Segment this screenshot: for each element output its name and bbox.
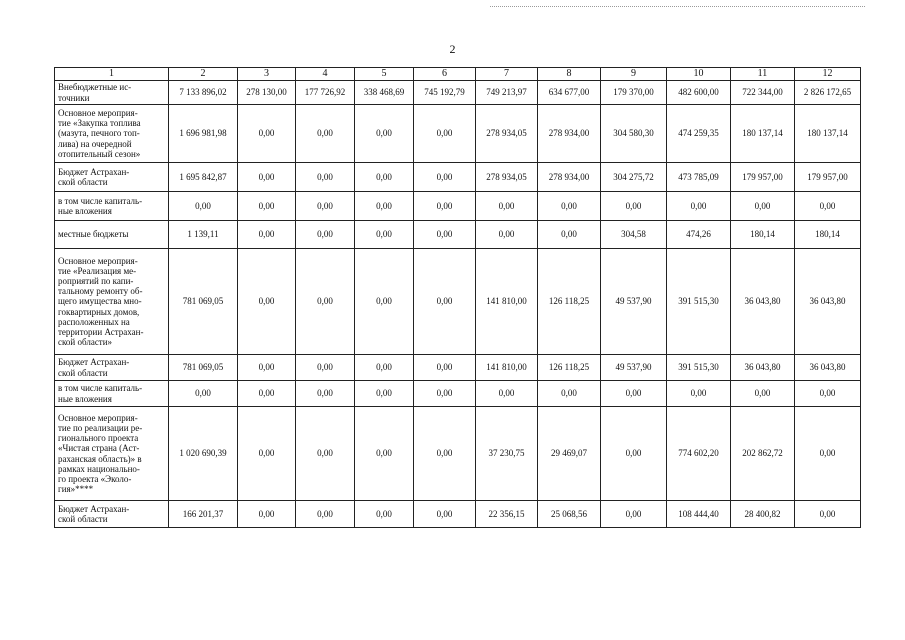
value-cell: 49 537,90	[601, 355, 667, 381]
value-cell: 0,00	[355, 381, 414, 407]
value-cell: 36 043,80	[795, 355, 861, 381]
value-cell: 0,00	[538, 221, 601, 249]
value-cell: 0,00	[414, 105, 476, 163]
value-cell: 0,00	[601, 381, 667, 407]
value-cell: 29 469,07	[538, 407, 601, 501]
table-row	[55, 355, 861, 381]
value-cell: 0,00	[538, 381, 601, 407]
value-cell: 0,00	[238, 355, 296, 381]
value-cell: 474 259,35	[667, 105, 731, 163]
value-cell: 0,00	[414, 163, 476, 192]
value-cell: 0,00	[414, 192, 476, 221]
value-cell: 141 810,00	[476, 355, 538, 381]
value-cell: 0,00	[238, 192, 296, 221]
value-cell: 278 934,00	[538, 163, 601, 192]
value-cell: 473 785,09	[667, 163, 731, 192]
row-label: Основное мероприя- тие по реализации ре- гионального проекта «Чистая страна (Аст- раханская область)» в рамках национально- го проекта «Эколо- гия»****	[58, 413, 143, 494]
value-cell: 126 118,25	[538, 355, 601, 381]
value-cell: 0,00	[601, 192, 667, 221]
column-header: 12	[795, 68, 861, 81]
value-cell: 0,00	[795, 407, 861, 501]
value-cell: 0,00	[296, 249, 355, 355]
value-cell: 108 444,40	[667, 501, 731, 528]
row-label: местные бюджеты	[58, 229, 129, 240]
table-row	[55, 192, 861, 221]
value-cell: 482 600,00	[667, 81, 731, 105]
value-cell: 141 810,00	[476, 249, 538, 355]
value-cell: 0,00	[355, 501, 414, 528]
row-label: Основное мероприя- тие «Закупка топлива (мазута, печного топ- лива) на очередной отопительный сезон»	[58, 108, 141, 159]
table-row	[55, 221, 861, 249]
value-cell: 0,00	[238, 381, 296, 407]
column-header: 8	[538, 68, 601, 81]
top-dotted-rule	[490, 6, 865, 7]
column-header: 2	[169, 68, 238, 81]
value-cell: 0,00	[296, 355, 355, 381]
value-cell: 278 934,05	[476, 163, 538, 192]
row-label-cell	[55, 105, 169, 163]
value-cell: 391 515,30	[667, 249, 731, 355]
value-cell: 179 957,00	[731, 163, 795, 192]
value-cell: 49 537,90	[601, 249, 667, 355]
value-cell: 0,00	[296, 192, 355, 221]
value-cell: 0,00	[414, 501, 476, 528]
table-row	[55, 407, 861, 501]
value-cell: 1 139,11	[169, 221, 238, 249]
row-label-cell	[55, 407, 169, 501]
value-cell: 0,00	[169, 192, 238, 221]
value-cell: 0,00	[296, 105, 355, 163]
value-cell: 28 400,82	[731, 501, 795, 528]
value-cell: 0,00	[731, 381, 795, 407]
page-number: 2	[449, 42, 456, 56]
row-label-cell	[55, 355, 169, 381]
value-cell: 179 957,00	[795, 163, 861, 192]
budget-table	[54, 67, 861, 528]
value-cell: 0,00	[476, 381, 538, 407]
value-cell: 0,00	[296, 163, 355, 192]
value-cell: 304,58	[601, 221, 667, 249]
value-cell: 180,14	[795, 221, 861, 249]
column-header: 5	[355, 68, 414, 81]
value-cell: 749 213,97	[476, 81, 538, 105]
value-cell: 0,00	[731, 192, 795, 221]
value-cell: 0,00	[238, 221, 296, 249]
row-label-cell	[55, 163, 169, 192]
column-header: 3	[238, 68, 296, 81]
value-cell: 0,00	[355, 249, 414, 355]
value-cell: 180,14	[731, 221, 795, 249]
value-cell: 0,00	[601, 501, 667, 528]
row-label: в том числе капиталь- ные вложения	[58, 383, 143, 404]
value-cell: 781 069,05	[169, 355, 238, 381]
value-cell: 0,00	[414, 381, 476, 407]
value-cell: 0,00	[169, 381, 238, 407]
table-row	[55, 81, 861, 105]
column-header: 4	[296, 68, 355, 81]
row-label: Бюджет Астрахан- ской области	[58, 503, 130, 524]
value-cell: 0,00	[238, 163, 296, 192]
value-cell: 0,00	[795, 192, 861, 221]
value-cell: 0,00	[355, 163, 414, 192]
row-label-cell	[55, 81, 169, 105]
value-cell: 278 934,00	[538, 105, 601, 163]
value-cell: 0,00	[667, 381, 731, 407]
value-cell: 0,00	[414, 407, 476, 501]
row-label: Бюджет Астрахан- ской области	[58, 357, 130, 378]
row-label-cell	[55, 221, 169, 249]
value-cell: 0,00	[476, 192, 538, 221]
value-cell: 722 344,00	[731, 81, 795, 105]
row-label: Внебюджетные ис- точники	[58, 82, 132, 103]
value-cell: 36 043,80	[731, 249, 795, 355]
value-cell: 0,00	[476, 221, 538, 249]
row-label-cell	[55, 249, 169, 355]
value-cell: 0,00	[538, 192, 601, 221]
value-cell: 36 043,80	[795, 249, 861, 355]
value-cell: 0,00	[795, 501, 861, 528]
value-cell: 474,26	[667, 221, 731, 249]
column-header: 6	[414, 68, 476, 81]
table-row	[55, 249, 861, 355]
value-cell: 166 201,37	[169, 501, 238, 528]
value-cell: 126 118,25	[538, 249, 601, 355]
value-cell: 177 726,92	[296, 81, 355, 105]
row-label: Основное мероприя- тие «Реализация ме- роприятий по капи- тальному ремонту об- щего имущества мно- гоквартирных домов, расположенных на территории Астрахан- ской области»	[58, 256, 144, 347]
value-cell: 0,00	[795, 381, 861, 407]
value-cell: 0,00	[667, 192, 731, 221]
value-cell: 1 696 981,98	[169, 105, 238, 163]
value-cell: 338 468,69	[355, 81, 414, 105]
value-cell: 0,00	[355, 407, 414, 501]
value-cell: 0,00	[296, 221, 355, 249]
value-cell: 1 695 842,87	[169, 163, 238, 192]
row-label-cell	[55, 192, 169, 221]
value-cell: 304 275,72	[601, 163, 667, 192]
value-cell: 22 356,15	[476, 501, 538, 528]
value-cell: 278 130,00	[238, 81, 296, 105]
row-label-cell	[55, 501, 169, 528]
table-row	[55, 381, 861, 407]
column-header: 1	[55, 68, 169, 81]
column-header: 11	[731, 68, 795, 81]
value-cell: 0,00	[296, 407, 355, 501]
value-cell: 774 602,20	[667, 407, 731, 501]
value-cell: 1 020 690,39	[169, 407, 238, 501]
value-cell: 202 862,72	[731, 407, 795, 501]
value-cell: 0,00	[355, 221, 414, 249]
value-cell: 0,00	[355, 355, 414, 381]
value-cell: 634 677,00	[538, 81, 601, 105]
value-cell: 7 133 896,02	[169, 81, 238, 105]
column-header: 9	[601, 68, 667, 81]
value-cell: 0,00	[238, 249, 296, 355]
value-cell: 0,00	[414, 355, 476, 381]
value-cell: 0,00	[414, 249, 476, 355]
value-cell: 745 192,79	[414, 81, 476, 105]
column-header: 10	[667, 68, 731, 81]
value-cell: 0,00	[296, 381, 355, 407]
column-number-row	[55, 68, 861, 81]
value-cell: 37 230,75	[476, 407, 538, 501]
value-cell: 304 580,30	[601, 105, 667, 163]
row-label: Бюджет Астрахан- ской области	[58, 166, 130, 187]
value-cell: 781 069,05	[169, 249, 238, 355]
value-cell: 179 370,00	[601, 81, 667, 105]
value-cell: 0,00	[296, 501, 355, 528]
value-cell: 0,00	[355, 192, 414, 221]
table-row	[55, 163, 861, 192]
value-cell: 2 826 172,65	[795, 81, 861, 105]
value-cell: 0,00	[238, 501, 296, 528]
value-cell: 36 043,80	[731, 355, 795, 381]
table-row	[55, 105, 861, 163]
value-cell: 0,00	[601, 407, 667, 501]
value-cell: 0,00	[238, 407, 296, 501]
value-cell: 278 934,05	[476, 105, 538, 163]
value-cell: 25 068,56	[538, 501, 601, 528]
value-cell: 180 137,14	[731, 105, 795, 163]
value-cell: 0,00	[355, 105, 414, 163]
row-label-cell	[55, 381, 169, 407]
value-cell: 180 137,14	[795, 105, 861, 163]
column-header: 7	[476, 68, 538, 81]
value-cell: 0,00	[238, 105, 296, 163]
row-label: в том числе капиталь- ные вложения	[58, 195, 143, 216]
table-row	[55, 501, 861, 528]
value-cell: 0,00	[414, 221, 476, 249]
value-cell: 391 515,30	[667, 355, 731, 381]
